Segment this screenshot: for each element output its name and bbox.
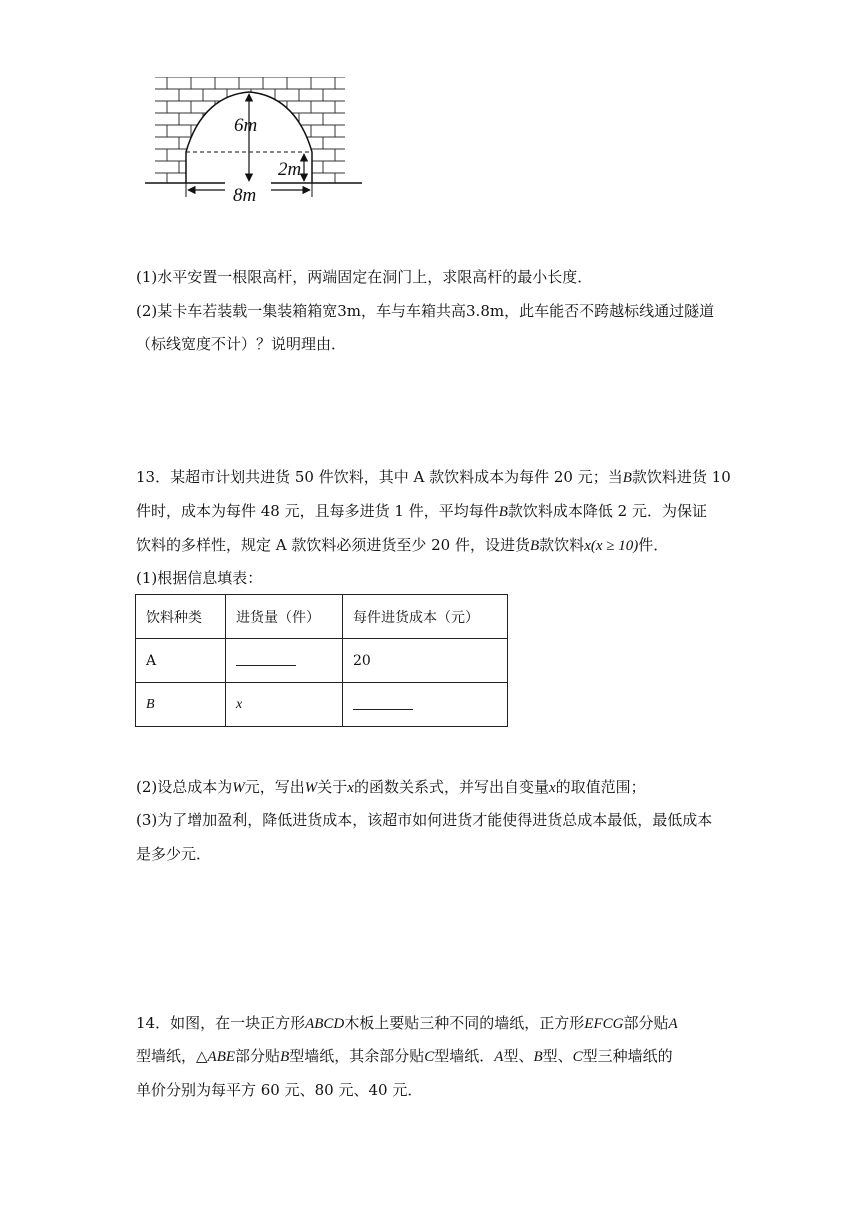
q12-part1: (1)水平安置一根限高杆，两端固定在洞门上，求限高杆的最小长度． — [136, 268, 593, 286]
label-6m: 6m — [234, 115, 258, 136]
table-header-cell: 饮料种类 — [136, 595, 226, 639]
table-row — [136, 639, 508, 683]
q12-part2-line2: （标线宽度不计）？说明理由． — [136, 335, 347, 353]
table-row — [136, 683, 508, 727]
q13-line3: 饮料的多样性，规定 A 款饮料必须进货至少 20 件，设进货B款饮料x(x ≥ 10)件． — [136, 536, 669, 554]
table-cell: x — [226, 683, 343, 727]
answer-blank[interactable] — [226, 639, 343, 683]
cost-table — [135, 594, 508, 727]
q13-part3-line2: 是多少元． — [136, 845, 212, 863]
label-2m: 2m — [278, 159, 302, 180]
q13-part2: (2)设总成本为W元，写出W关于x的函数关系式，并写出自变量x的取值范围； — [136, 778, 646, 796]
q14-line1: 14．如图，在一块正方形ABCD木板上要贴三种不同的墙纸，正方形EFCG部分贴A — [136, 1014, 678, 1032]
table-header-row — [136, 595, 508, 639]
table-cell: B — [136, 683, 226, 727]
q13-line2: 件时，成本为每件 48 元，且每多进货 1 件，平均每件B款饮料成本降低 2 元．为保证 — [136, 502, 707, 520]
q14-line2: 型墙纸，△ABE部分贴B型墙纸，其余部分贴C型墙纸．A型、B型、C型三种墙纸的 — [136, 1047, 673, 1065]
answer-blank[interactable] — [343, 683, 508, 727]
q12-part2-line1: (2)某卡车若装载一集装箱箱宽3m，车与车箱共高3.8m，此车能否不跨越标线通过隧道 — [136, 302, 715, 320]
q13-line1: 13．某超市计划共进货 50 件饮料，其中 A 款饮料成本为每件 20 元；当B款饮料进货 10 — [136, 468, 731, 486]
q13-part3-line1: (3)为了增加盈利，降低进货成本，该超市如何进货才能使得进货总成本最低，最低成本 — [136, 811, 713, 829]
tunnel-figure — [140, 70, 370, 210]
table-header-cell: 每件进货成本（元） — [343, 595, 508, 639]
table-header-cell: 进货量（件） — [226, 595, 343, 639]
table-cell: 20 — [343, 639, 508, 683]
table-cell: A — [136, 639, 226, 683]
q14-line3: 单价分别为每平方 60 元、80 元、40 元． — [136, 1081, 423, 1099]
q13-part1: (1)根据信息填表： — [136, 569, 263, 587]
label-8m: 8m — [233, 185, 257, 206]
